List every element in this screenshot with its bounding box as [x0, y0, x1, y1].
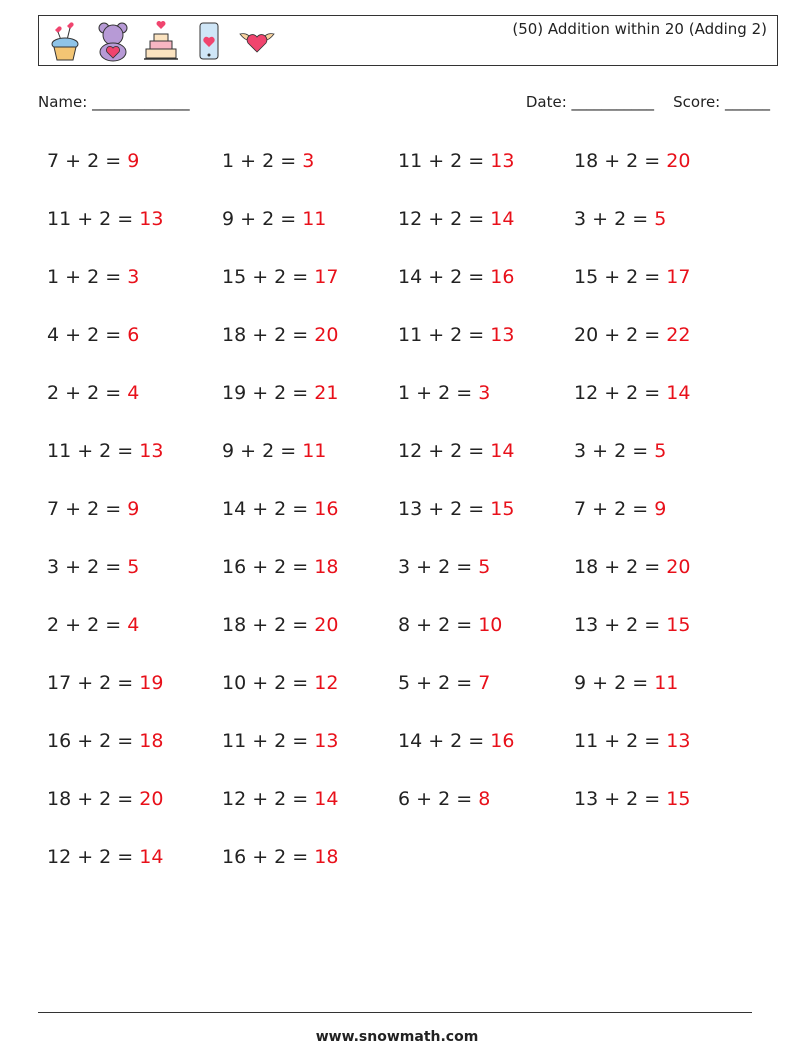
- addition-problem: [574, 318, 750, 376]
- problem-answer: 5: [654, 208, 667, 230]
- problem-question: 18 + 2 =: [222, 614, 315, 636]
- addition-problem: [47, 260, 222, 318]
- problem-question: 12 + 2 =: [398, 440, 491, 462]
- footer-site: www.snowmath.com: [315, 1029, 479, 1045]
- addition-problem: [574, 144, 750, 202]
- problem-question: 14 + 2 =: [398, 730, 491, 752]
- problem-answer: 3: [127, 266, 140, 288]
- problem-question: 12 + 2 =: [574, 382, 667, 404]
- problem-answer: 16: [490, 730, 515, 752]
- problem-answer: 9: [654, 498, 667, 520]
- problem-answer: 3: [302, 150, 315, 172]
- problem-question: 13 + 2 =: [574, 614, 667, 636]
- problem-question: 9 + 2 =: [222, 440, 303, 462]
- addition-problem: [47, 608, 222, 666]
- problem-question: 2 + 2 =: [47, 382, 128, 404]
- problem-question: 15 + 2 =: [574, 266, 667, 288]
- score-field[interactable]: Score: ______: [673, 93, 770, 111]
- problem-answer: 16: [314, 498, 339, 520]
- problem-answer: 13: [666, 730, 691, 752]
- problem-question: 18 + 2 =: [574, 150, 667, 172]
- problem-answer: 14: [139, 846, 164, 868]
- addition-problem: [574, 666, 750, 724]
- problem-question: 11 + 2 =: [47, 440, 140, 462]
- problem-answer: 20: [314, 614, 339, 636]
- addition-problem: [222, 608, 398, 666]
- addition-problem: [222, 492, 398, 550]
- problem-question: 7 + 2 =: [574, 498, 655, 520]
- problem-question: 4 + 2 =: [47, 324, 128, 346]
- problem-question: 8 + 2 =: [398, 614, 479, 636]
- student-info-row: [38, 93, 770, 115]
- date-field[interactable]: Date: ___________: [525, 93, 655, 111]
- addition-problem: [398, 724, 574, 782]
- problem-question: 11 + 2 =: [398, 324, 491, 346]
- problem-answer: 13: [490, 324, 515, 346]
- problem-answer: 5: [478, 556, 491, 578]
- worksheet-title: (50) Addition within 20 (Adding 2): [512, 20, 767, 38]
- problem-question: 7 + 2 =: [47, 498, 128, 520]
- problem-answer: 18: [139, 730, 164, 752]
- problem-question: 14 + 2 =: [222, 498, 315, 520]
- addition-problem: [222, 840, 398, 898]
- problem-question: 10 + 2 =: [222, 672, 315, 694]
- problem-question: 16 + 2 =: [47, 730, 140, 752]
- addition-problem: [574, 202, 750, 260]
- problem-question: 11 + 2 =: [47, 208, 140, 230]
- addition-problem: [398, 434, 574, 492]
- problem-answer: 13: [314, 730, 339, 752]
- problem-answer: 5: [127, 556, 140, 578]
- problem-answer: 9: [127, 150, 140, 172]
- problem-answer: 13: [139, 208, 164, 230]
- addition-problem: [574, 434, 750, 492]
- addition-problem: [222, 782, 398, 840]
- problem-question: 20 + 2 =: [574, 324, 667, 346]
- problem-question: 5 + 2 =: [398, 672, 479, 694]
- problem-answer: 7: [478, 672, 491, 694]
- addition-problem: [47, 840, 222, 898]
- problem-question: 17 + 2 =: [47, 672, 140, 694]
- problem-question: 12 + 2 =: [47, 846, 140, 868]
- problem-answer: 20: [139, 788, 164, 810]
- problem-question: 3 + 2 =: [574, 208, 655, 230]
- problem-question: 9 + 2 =: [222, 208, 303, 230]
- addition-problem: [47, 318, 222, 376]
- problem-answer: 14: [666, 382, 691, 404]
- phone-heart-icon: [189, 20, 229, 62]
- addition-problem: [47, 144, 222, 202]
- problem-question: 18 + 2 =: [574, 556, 667, 578]
- addition-problem: [47, 666, 222, 724]
- addition-problem: [398, 202, 574, 260]
- problem-answer: 21: [314, 382, 339, 404]
- addition-problem: [222, 724, 398, 782]
- problem-question: 1 + 2 =: [47, 266, 128, 288]
- problem-question: 18 + 2 =: [222, 324, 315, 346]
- problem-question: 13 + 2 =: [398, 498, 491, 520]
- problem-answer: 5: [654, 440, 667, 462]
- addition-problem: [222, 550, 398, 608]
- problem-answer: 8: [478, 788, 491, 810]
- problem-question: 1 + 2 =: [222, 150, 303, 172]
- problem-question: 1 + 2 =: [398, 382, 479, 404]
- addition-problem: [574, 782, 750, 840]
- addition-problem: [47, 376, 222, 434]
- problem-answer: 15: [666, 614, 691, 636]
- problem-question: 11 + 2 =: [222, 730, 315, 752]
- problem-answer: 15: [666, 788, 691, 810]
- problem-question: 2 + 2 =: [47, 614, 128, 636]
- problem-question: 3 + 2 =: [47, 556, 128, 578]
- addition-problem: [398, 144, 574, 202]
- addition-problem: [574, 724, 750, 782]
- teddy-bear-heart-icon: [93, 20, 133, 62]
- problem-answer: 20: [314, 324, 339, 346]
- addition-problem: [574, 376, 750, 434]
- addition-problem: [574, 492, 750, 550]
- problem-answer: 11: [654, 672, 679, 694]
- addition-problem: [398, 608, 574, 666]
- problem-question: 3 + 2 =: [574, 440, 655, 462]
- header-icons: [45, 20, 277, 62]
- addition-problem: [574, 260, 750, 318]
- addition-problem: [398, 550, 574, 608]
- problem-question: 7 + 2 =: [47, 150, 128, 172]
- problem-answer: 20: [666, 556, 691, 578]
- addition-problem: [47, 724, 222, 782]
- problem-answer: 14: [490, 440, 515, 462]
- cupcake-hearts-icon: [45, 20, 85, 62]
- problem-question: 12 + 2 =: [222, 788, 315, 810]
- problem-question: 15 + 2 =: [222, 266, 315, 288]
- addition-problem: [222, 144, 398, 202]
- problem-answer: 13: [490, 150, 515, 172]
- addition-problem: [574, 608, 750, 666]
- problem-question: 16 + 2 =: [222, 556, 315, 578]
- problem-answer: 16: [490, 266, 515, 288]
- problem-answer: 6: [127, 324, 140, 346]
- addition-problem: [222, 318, 398, 376]
- name-field[interactable]: Name: _____________: [38, 93, 190, 111]
- problem-question: 12 + 2 =: [398, 208, 491, 230]
- footer-divider: [38, 1012, 752, 1013]
- problem-question: 11 + 2 =: [398, 150, 491, 172]
- addition-problem: [222, 666, 398, 724]
- addition-problem: [398, 666, 574, 724]
- problem-answer: 18: [314, 556, 339, 578]
- addition-problem: [47, 492, 222, 550]
- wedding-cake-icon: [141, 20, 181, 62]
- addition-problem: [574, 550, 750, 608]
- problem-answer: 14: [490, 208, 515, 230]
- problem-answer: 17: [666, 266, 691, 288]
- problem-answer: 12: [314, 672, 339, 694]
- problem-answer: 9: [127, 498, 140, 520]
- problem-answer: 11: [302, 440, 327, 462]
- problem-answer: 11: [302, 208, 327, 230]
- addition-problem: [398, 492, 574, 550]
- addition-problem: [398, 318, 574, 376]
- problem-answer: 4: [127, 614, 140, 636]
- addition-problem: [222, 434, 398, 492]
- problem-answer: 18: [314, 846, 339, 868]
- problem-answer: 13: [139, 440, 164, 462]
- addition-problem: [47, 782, 222, 840]
- problem-answer: 22: [666, 324, 691, 346]
- problem-question: 18 + 2 =: [47, 788, 140, 810]
- worksheet-header: [38, 15, 778, 66]
- problem-answer: 19: [139, 672, 164, 694]
- date-score-fields: [526, 93, 770, 111]
- addition-problem: [398, 376, 574, 434]
- addition-problem: [222, 376, 398, 434]
- problem-question: 9 + 2 =: [574, 672, 655, 694]
- problem-answer: 10: [478, 614, 503, 636]
- addition-problem: [398, 260, 574, 318]
- problem-question: 6 + 2 =: [398, 788, 479, 810]
- problem-question: 11 + 2 =: [574, 730, 667, 752]
- addition-problem: [47, 550, 222, 608]
- winged-heart-icon: [237, 20, 277, 62]
- problem-question: 14 + 2 =: [398, 266, 491, 288]
- problem-answer: 3: [478, 382, 491, 404]
- problem-answer: 15: [490, 498, 515, 520]
- addition-problem: [222, 202, 398, 260]
- problem-question: 19 + 2 =: [222, 382, 315, 404]
- addition-problem: [398, 782, 574, 840]
- problem-grid: [47, 144, 750, 898]
- problem-answer: 20: [666, 150, 691, 172]
- problem-question: 16 + 2 =: [222, 846, 315, 868]
- addition-problem: [47, 202, 222, 260]
- addition-problem: [222, 260, 398, 318]
- problem-answer: 4: [127, 382, 140, 404]
- addition-problem: [47, 434, 222, 492]
- problem-answer: 17: [314, 266, 339, 288]
- problem-question: 13 + 2 =: [574, 788, 667, 810]
- problem-question: 3 + 2 =: [398, 556, 479, 578]
- problem-answer: 14: [314, 788, 339, 810]
